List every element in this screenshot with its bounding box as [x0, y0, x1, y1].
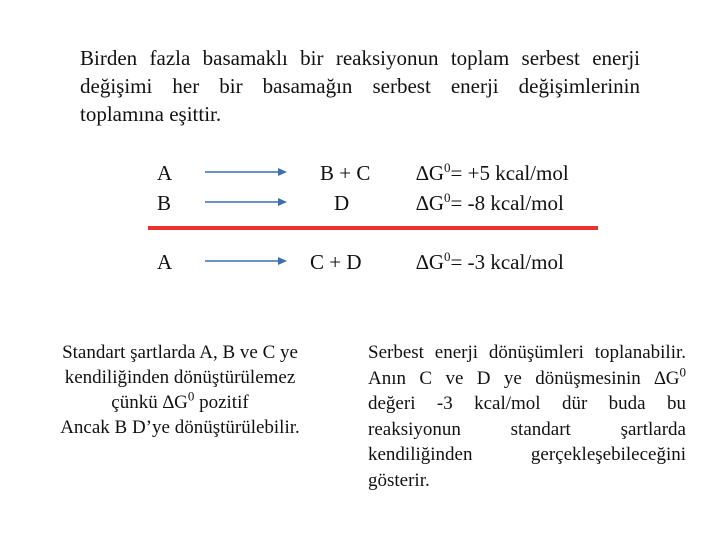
reaction-3-delta-g: [416, 249, 564, 275]
reaction-1-delta-g: [416, 160, 569, 186]
right-explanation: [368, 340, 686, 493]
delta-g-symbol: ∆G: [416, 250, 445, 274]
delta-g-symbol: ∆G: [416, 161, 445, 185]
left-note-line-3: [30, 390, 330, 415]
left-note-line-3-pre: çünkü ∆G: [111, 392, 188, 413]
reaction-2-arrow: [205, 195, 287, 209]
delta-g-value: = +5 kcal/mol: [450, 161, 569, 185]
reaction-2-product: D: [334, 191, 350, 215]
reaction-2-delta-g: [416, 190, 564, 216]
left-explanation: [30, 340, 330, 440]
left-note-line-1: Standart şartlarda A, B ve C ye: [62, 342, 298, 363]
reaction-3-reactant: A: [157, 250, 173, 274]
reaction-3-product: C + D: [310, 250, 362, 274]
delta-g-value: = -8 kcal/mol: [450, 191, 564, 215]
sum-underline: [148, 226, 598, 230]
reaction-1-reactant: A: [157, 161, 173, 185]
right-note-superscript: 0: [679, 364, 686, 380]
delta-g-symbol: ∆G: [416, 191, 445, 215]
reaction-2-reactant: B: [157, 191, 172, 215]
right-note-text-post: değeri -3 kcal/mol dür buda bu reaksiyonun standart şartlarda kendiliğinden gerçekleşebileceğini gösterir.: [368, 393, 686, 491]
delta-g-superscript: 0: [444, 190, 451, 205]
intro-paragraph: Birden fazla basamaklı bir reaksiyonun toplam serbest enerji değişimi her bir basamağın serbest enerji değişimlerinin toplamına eşittir.: [80, 46, 640, 126]
delta-g-superscript: 0: [444, 249, 451, 264]
reaction-1-product: B + C: [320, 161, 371, 185]
left-note-line-4: Ancak B D’ye dönüştürülebilir.: [60, 417, 300, 438]
delta-g-value: = -3 kcal/mol: [450, 250, 564, 274]
delta-g-superscript: 0: [444, 160, 451, 175]
reaction-3-arrow: [205, 254, 287, 268]
left-note-line-2: kendiliğinden dönüştürülemez: [64, 367, 296, 388]
left-note-superscript: 0: [187, 388, 195, 404]
reaction-1-arrow: [205, 165, 287, 179]
left-note-line-3-post: pozitif: [194, 392, 249, 413]
right-note-text-pre: Serbest enerji dönüşümleri toplanabilir. Anın C ve D ye dönüşmesinin ∆G: [368, 342, 686, 389]
